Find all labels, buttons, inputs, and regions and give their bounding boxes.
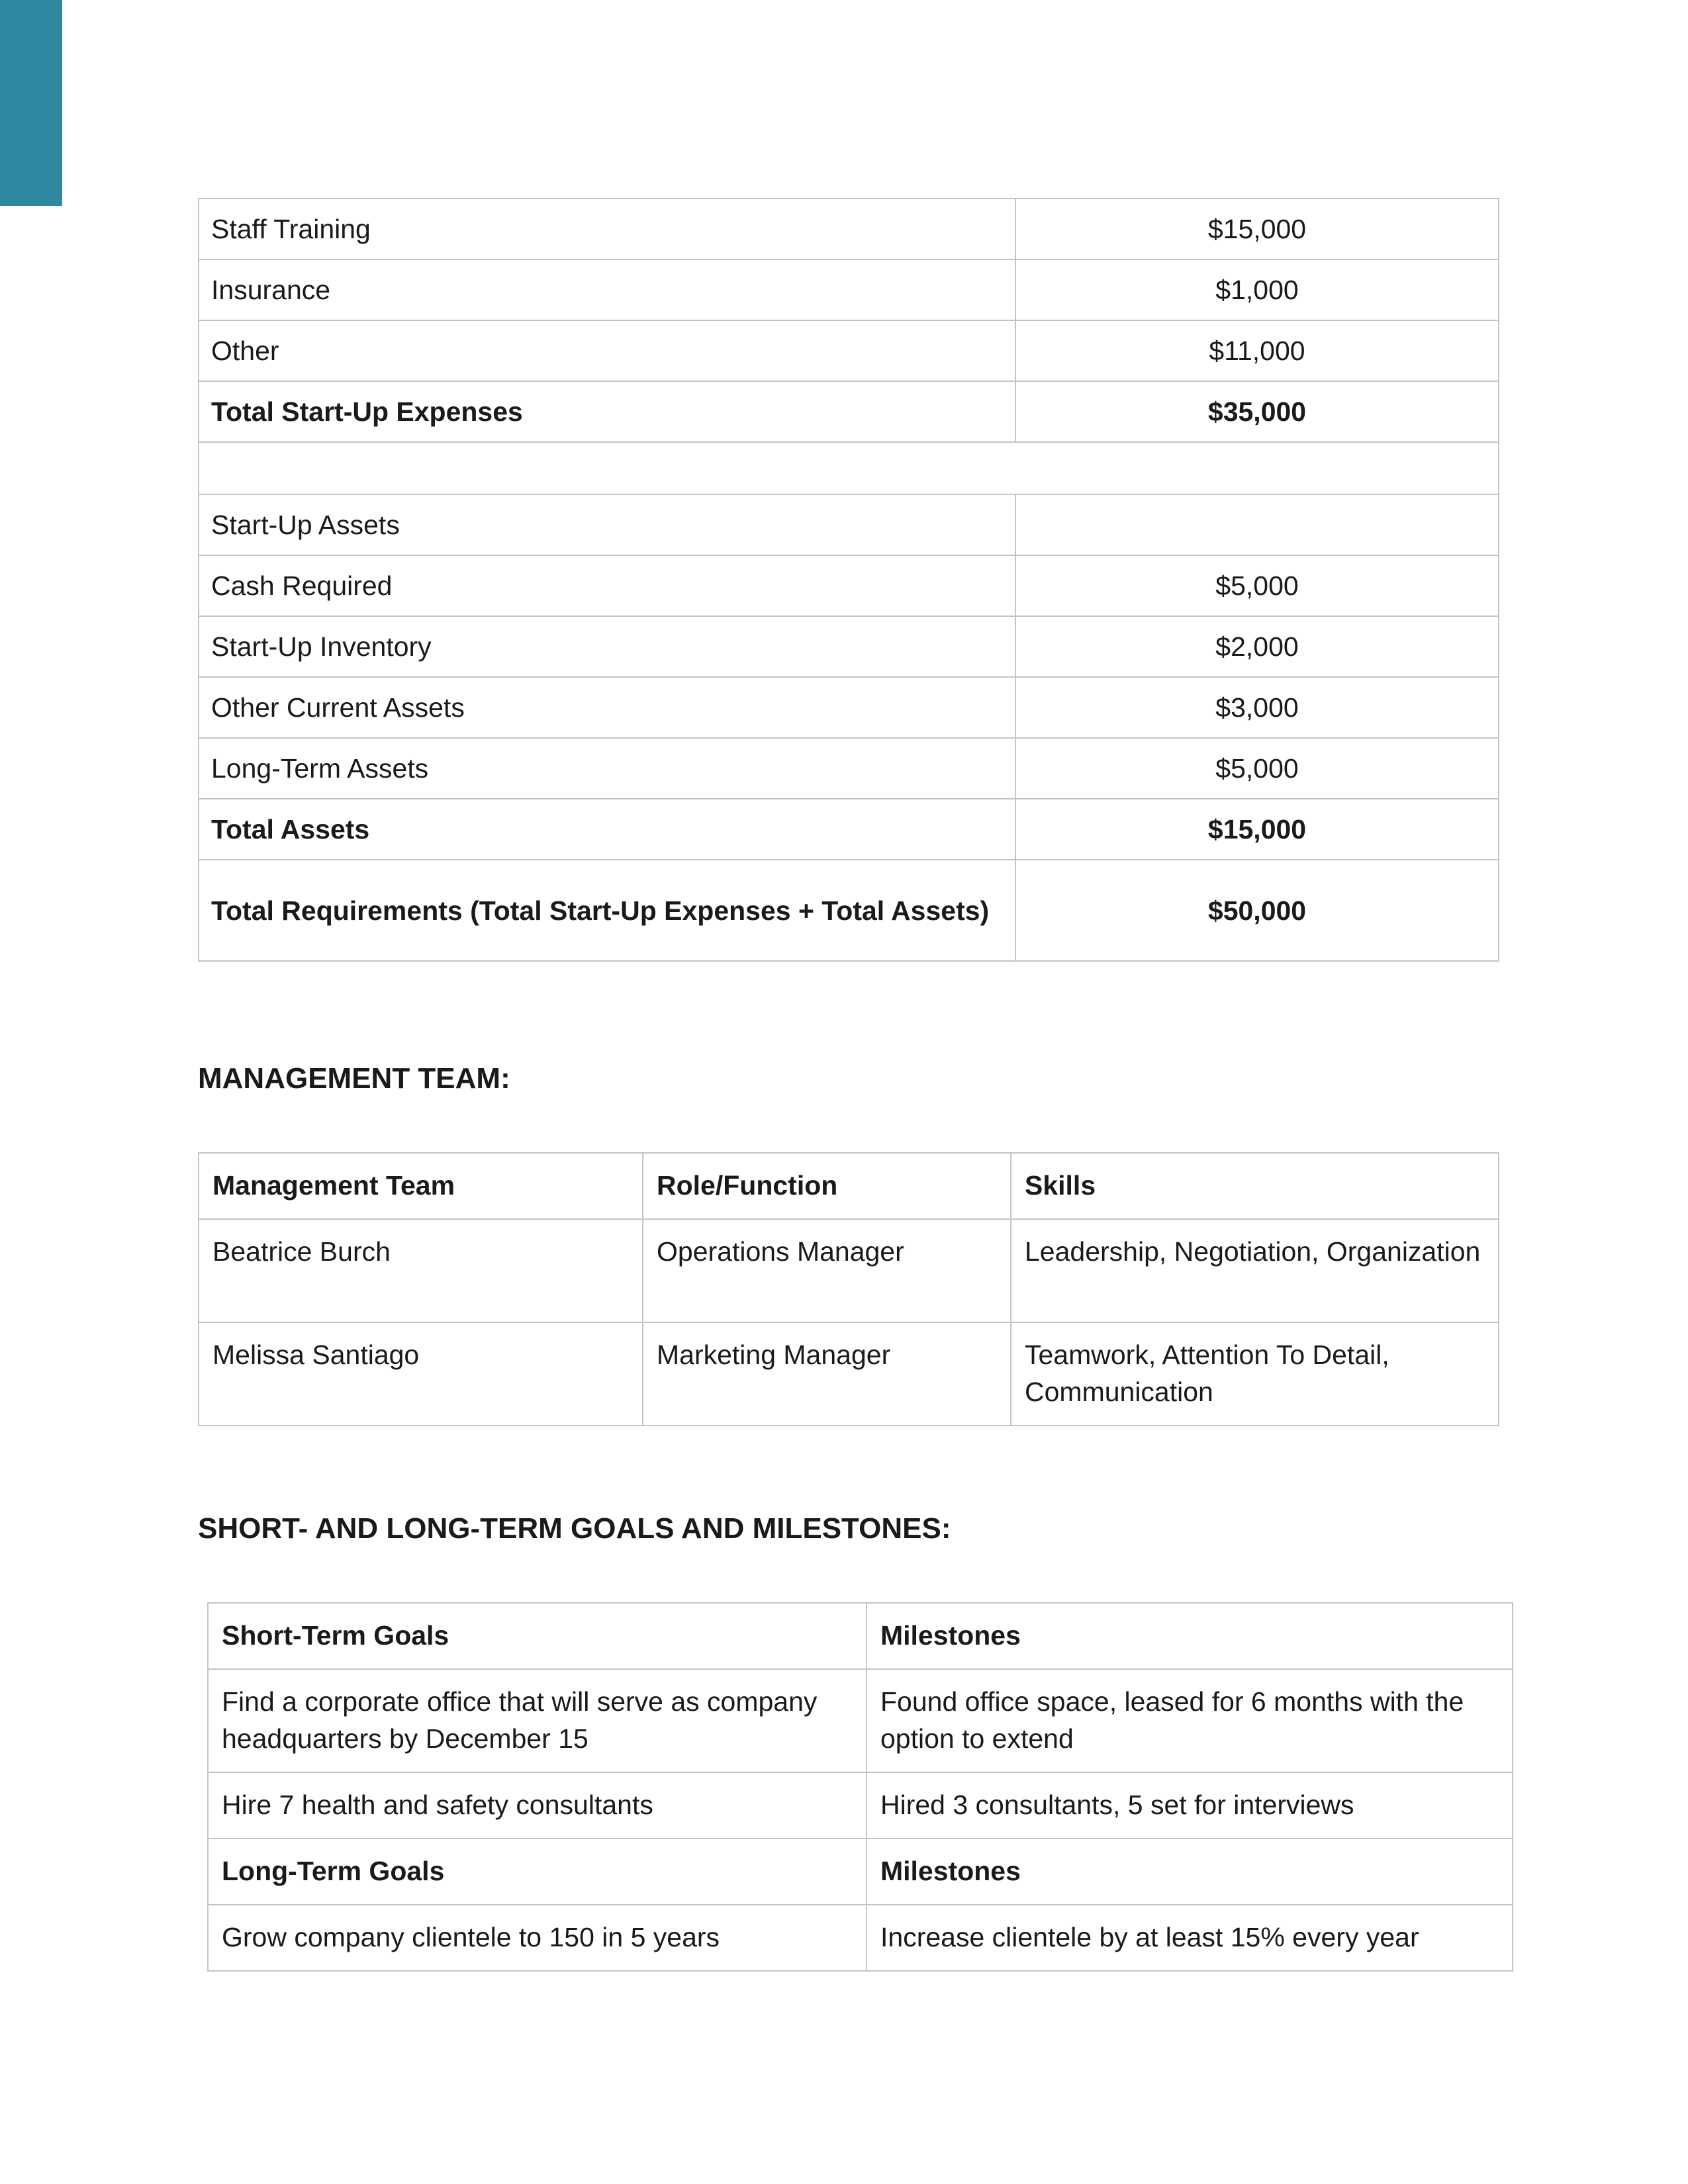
table-row (199, 738, 1499, 799)
row-label: Cash Required (199, 555, 1015, 616)
row-value: $1,000 (1015, 259, 1499, 320)
milestone-cell: Increase clientele by at least 15% every year (867, 1905, 1513, 1971)
row-value: $35,000 (1015, 381, 1499, 442)
milestone-cell: Hired 3 consultants, 5 set for interviews (867, 1772, 1513, 1839)
row-value: $15,000 (1015, 199, 1499, 259)
row-value: $5,000 (1015, 555, 1499, 616)
table-header-row (199, 1153, 1499, 1219)
row-value: $3,000 (1015, 677, 1499, 738)
row-value: $5,000 (1015, 738, 1499, 799)
member-role: Marketing Manager (643, 1322, 1011, 1426)
accent-bar (0, 0, 62, 206)
table-row (199, 199, 1499, 259)
management-team-table (198, 1152, 1499, 1426)
row-label: Staff Training (199, 199, 1015, 259)
table-row (208, 1669, 1513, 1772)
table-header-row (208, 1603, 1513, 1669)
member-skills: Teamwork, Attention To Detail, Communication (1011, 1322, 1499, 1426)
table-row (199, 320, 1499, 381)
column-header: Role/Function (643, 1153, 1011, 1219)
table-row (199, 1219, 1499, 1322)
row-value: $11,000 (1015, 320, 1499, 381)
management-team-heading: MANAGEMENT TEAM: (198, 1062, 510, 1095)
row-label: Insurance (199, 259, 1015, 320)
row-label: Other Current Assets (199, 677, 1015, 738)
member-name: Beatrice Burch (199, 1219, 643, 1322)
row-value (1015, 494, 1499, 555)
column-header: Skills (1011, 1153, 1499, 1219)
table-row (199, 555, 1499, 616)
member-name: Melissa Santiago (199, 1322, 643, 1426)
table-row (199, 494, 1499, 555)
column-header: Management Team (199, 1153, 643, 1219)
row-label: Other (199, 320, 1015, 381)
column-header: Milestones (867, 1839, 1513, 1905)
table-row (208, 1772, 1513, 1839)
table-row (199, 1322, 1499, 1426)
total-row (199, 381, 1499, 442)
column-header: Long-Term Goals (208, 1839, 867, 1905)
row-label: Start-Up Inventory (199, 616, 1015, 677)
member-skills: Leadership, Negotiation, Organization (1011, 1219, 1499, 1322)
startup-financials-table (198, 198, 1499, 962)
row-label: Total Assets (199, 799, 1015, 860)
row-value: $50,000 (1015, 860, 1499, 961)
member-role: Operations Manager (643, 1219, 1011, 1322)
goal-cell: Hire 7 health and safety consultants (208, 1772, 867, 1839)
empty-cell (199, 442, 1499, 494)
spacer-row (199, 442, 1499, 494)
table-row (199, 677, 1499, 738)
table-row (208, 1905, 1513, 1971)
goal-cell: Find a corporate office that will serve as company headquarters by December 15 (208, 1669, 867, 1772)
goals-heading: SHORT- AND LONG-TERM GOALS AND MILESTONES: (198, 1512, 951, 1545)
column-header: Short-Term Goals (208, 1603, 867, 1669)
row-value: $2,000 (1015, 616, 1499, 677)
row-label: Long-Term Assets (199, 738, 1015, 799)
column-header: Milestones (867, 1603, 1513, 1669)
goal-cell: Grow company clientele to 150 in 5 years (208, 1905, 867, 1971)
row-label: Start-Up Assets (199, 494, 1015, 555)
grand-total-row (199, 860, 1499, 961)
row-value: $15,000 (1015, 799, 1499, 860)
row-label: Total Start-Up Expenses (199, 381, 1015, 442)
table-row (199, 259, 1499, 320)
row-label: Total Requirements (Total Start-Up Expenses + Total Assets) (199, 860, 1015, 961)
table-row (199, 616, 1499, 677)
table-header-row (208, 1839, 1513, 1905)
goals-milestones-table (207, 1602, 1513, 1972)
milestone-cell: Found office space, leased for 6 months with the option to extend (867, 1669, 1513, 1772)
total-row (199, 799, 1499, 860)
